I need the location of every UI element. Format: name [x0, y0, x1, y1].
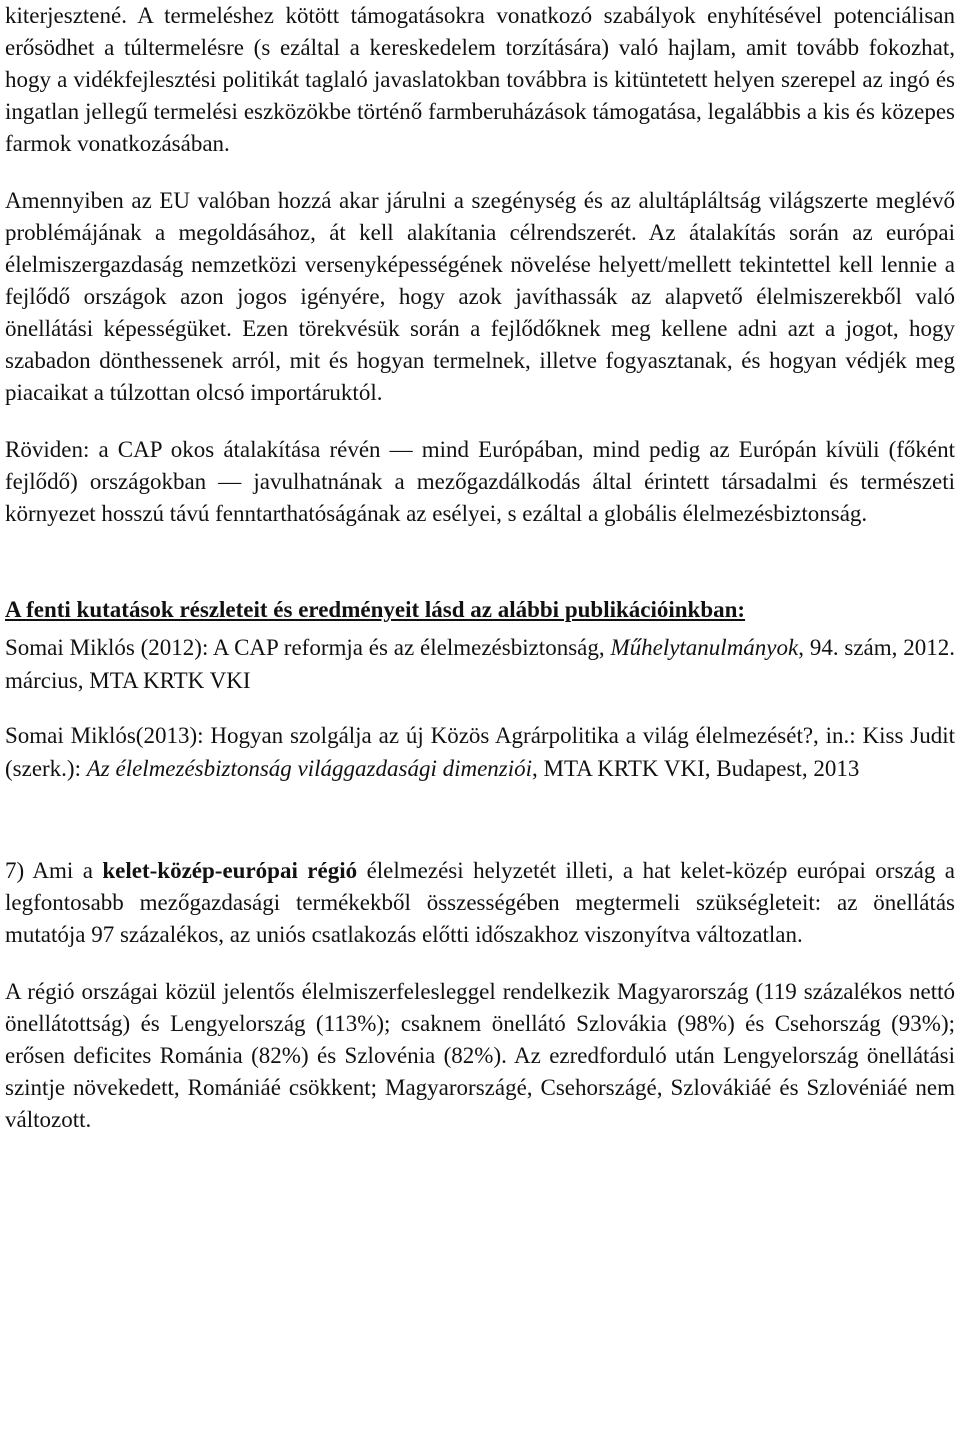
publications-heading: A fenti kutatások részleteit és eredményeit lásd az alábbi publikációinkban: [5, 597, 746, 622]
section-7-intro [5, 855, 955, 951]
reference-2012-journal: Műhelytanulmányok [610, 635, 799, 660]
reference-2013-details: , MTA KRTK VKI, Budapest, 2013 [532, 756, 860, 781]
reference-2012 [5, 631, 955, 697]
reference-2013-book-title: Az élelmezésbiztonság világgazdasági dimenziói [86, 756, 533, 781]
paragraph-eu-poverty: Amennyiben az EU valóban hozzá akar járulni a szegénység és az alultápláltság világszerte meglévő problémájának a megoldásához, át kell alakítania célrendszerét. Az átalakítás során az európai élelmiszergazdaság nemzetközi versenyképességének növelése helyett/mellett tekintettel kell lennie a fejlődő országok azon jogos igényére, hogy azok javíthassák az alapvető élelmiszerekből való önellátási képességüket. Ezen törekvésük során a fejlődőknek meg kellene adni azt a jogot, hogy szabadon dönthessenek arról, mit és hogyan termelnek, illetve fogyasztanak, és hogyan védjék meg piacaikat a túlzottan olcsó importáruktól. [5, 188, 955, 405]
section-7-country-details: A régió országai közül jelentős élelmiszerfelesleggel rendelkezik Magyarország (119 százalékos nettó önellátottság) és Lengyelország (113%); csaknem önellátó Szlovákia (98%) és Csehország (93%); erősen deficites Románia (82%) és Szlovénia (82%). Az ezredforduló után Lengyelország önellátási szintje növekedett, Romániáé csökkent; Magyarországé, Csehországé, Szlovákiáé és Szlovéniáé nem változott. [5, 979, 955, 1132]
reference-2013 [5, 719, 955, 785]
paragraph-summary: Röviden: a CAP okos átalakítása révén — mind Európában, mind pedig az Európán kívüli (főként fejlődő) országokban — javulhatnának a mezőgazdálkodás által érintett társadalmi és természeti környezet hosszú távú fenntarthatóságának az esélyei, s ezáltal a globális élelmezésbiztonság. [5, 437, 955, 526]
section-7-lead: 7) Ami a [5, 858, 103, 883]
section-7-region-label: kelet-közép-európai régió [102, 858, 358, 883]
reference-2012-text: Somai Miklós (2012): A CAP reformja és az élelmezésbiztonság, [5, 635, 611, 660]
section-7-text: élelmezési helyzetét illeti, a hat kelet-közép európai ország a legfontosabb mezőgazdasági termékekből összességében megtermeli szükségleteit: az önellátás mutatója 97 százalékos, az uniós csatlakozás előtti időszakhoz viszonyítva változatlan. [5, 858, 955, 947]
reference-2013-text: Somai Miklós(2013): Hogyan szolgálja az új Közös Agrárpolitika a világ élelmezését?, in.: Kiss Judit (szerk.): [5, 723, 955, 781]
reference-2012-details: , 94. szám, 2012. március, MTA KRTK VKI [5, 635, 955, 693]
paragraph-cap-production-support: kiterjesztené. A termeléshez kötött támogatásokra vonatkozó szabályok enyhítésével potenciálisan erősödhet a túltermelésre (s ezáltal a kereskedelem torzítására) való hajlam, amit tovább fokozhat, hogy a vidékfejlesztési politikát taglaló javaslatokban továbbra is kitüntetett helyen szerepel az ingó és ingatlan jellegű termelési eszközökbe történő farmberuházások támogatása, legalábbis a kis és közepes farmok vonatkozásában. [5, 3, 955, 156]
